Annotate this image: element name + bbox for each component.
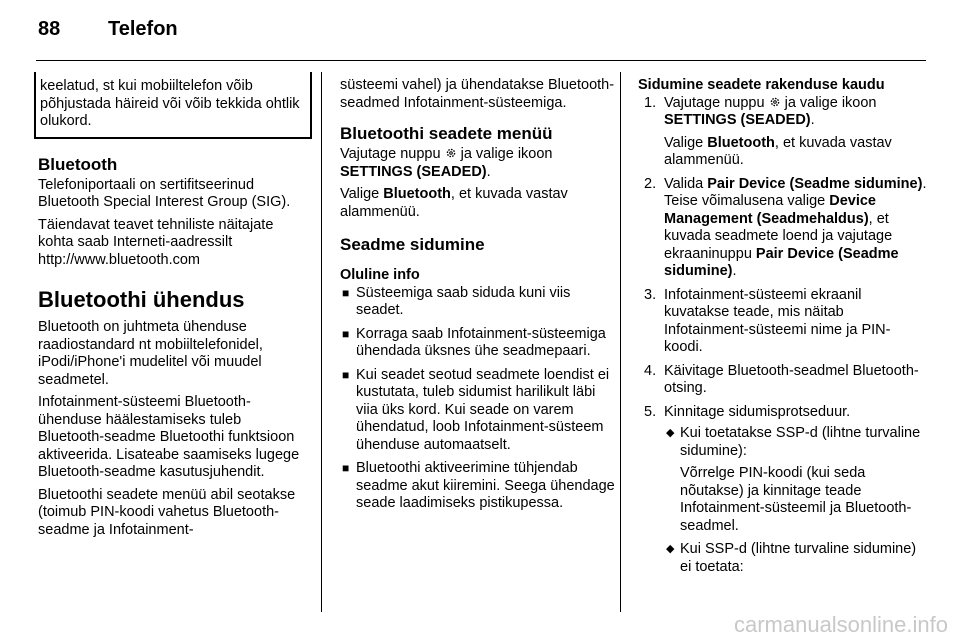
bluetooth-label: Bluetooth — [383, 186, 451, 202]
diamond-bullet-icon: ◆ — [666, 427, 675, 439]
list-item — [664, 425, 928, 535]
step-1-text — [664, 95, 928, 130]
connection-heading: Bluetoothi ühendus — [38, 287, 245, 312]
column-1 — [38, 72, 308, 544]
pairing-via-settings-heading: Sidumine seadete rakenduse kaudu — [638, 77, 885, 93]
step-1 — [638, 95, 928, 170]
list-item-text: Süsteemiga saab siduda kuni viis seadet. — [356, 284, 571, 318]
step-2-text — [664, 176, 928, 281]
column-divider-2 — [620, 72, 621, 612]
watermark: carmanualsonline.info — [733, 612, 948, 637]
info-bullet-list — [340, 285, 615, 513]
bluetooth-paragraph-2: Täiendavat teavet tehniliste näitajate kohta saab Interneti-aadressilt http://www.bluetooth.com — [38, 216, 274, 268]
text-run: Valige — [340, 186, 380, 202]
settings-menu-paragraph-2 — [340, 186, 615, 221]
settings-menu-heading: Bluetoothi seadete menüü — [340, 124, 553, 143]
step-3-text: Infotainment-süsteemi ekraanil kuvatakse teade, mis näitab Infotainment-süsteemi nime ja PIN-koodi. — [664, 286, 891, 355]
list-item-text: Korraga saab Infotainment-süsteemiga ühendada üksnes ühe seadmepaari. — [356, 325, 606, 359]
continued-text: süsteemi vahel) ja ühendatakse Bluetooth-seadmed Infotainment-süsteemiga. — [340, 77, 615, 111]
text-run: . — [810, 112, 815, 128]
bluetooth-paragraph-1: Telefoniportaali on sertifitseerinud Bluetooth Special Interest Group (SIG). — [38, 176, 291, 210]
step-number: 1. — [644, 94, 657, 111]
text-run: ja valige ikoon — [460, 146, 553, 162]
text-run: . — [732, 263, 737, 279]
text-run: ja valige ikoon — [784, 94, 877, 111]
list-item — [340, 326, 615, 361]
step-number: 5. — [644, 403, 657, 420]
column-divider-1 — [321, 72, 322, 612]
text-run: , et kuvada seadmete loend ja vajutage ekraaninuppu — [664, 210, 893, 262]
settings-menu-paragraph-1 — [340, 146, 615, 181]
step-number: 2. — [644, 175, 657, 192]
ssp-supported-instructions: Võrrelge PIN-koodi (kui seda nõutakse) ja kinnitage teade Infotainment-süsteemil ja Bluetooth-seadmel. — [680, 465, 912, 534]
step-5 — [638, 404, 928, 577]
text-run: , et kuvada vastav alammenüü. — [664, 134, 892, 168]
bluetooth-heading: Bluetooth — [38, 154, 118, 174]
header-rule — [36, 60, 926, 61]
text-run: , et kuvada vastav alammenüü. — [340, 186, 568, 220]
device-management-label: Device Management (Seadmehaldus) — [664, 193, 876, 227]
step-2 — [638, 176, 928, 281]
settings-label: SETTINGS (SEADED) — [664, 112, 811, 128]
ssp-supported-text: Kui toetatakse SSP-d (lihtne turvaline sidumine): — [680, 425, 921, 459]
step-4-text: Käivitage Bluetooth-seadmel Bluetooth-otsing. — [664, 362, 919, 396]
text-run: Valige — [664, 134, 704, 151]
connection-paragraph-3: Bluetoothi seadete menüü abil seotakse (toimub PIN-koodi vahetus Bluetooth-seadme ja Infotainment- — [38, 486, 296, 538]
pair-device-button-label: Pair Device (Seadme sidumine) — [664, 245, 899, 279]
connection-paragraph-1: Bluetooth on juhtmeta ühenduse raadiostandard nt mobiiltelefonidel, iPodi/iPhone'i mudelitel või muudel seadmetel. — [38, 319, 263, 388]
square-bullet-icon: ■ — [342, 367, 350, 382]
square-bullet-icon: ■ — [342, 326, 350, 341]
list-item — [340, 285, 615, 320]
column-3 — [638, 77, 928, 582]
list-item — [664, 541, 928, 576]
connection-paragraph-2: Infotainment-süsteemi Bluetooth-ühenduse häälestamiseks tuleb Bluetooth-seadme Bluetoothi funktsioon aktiveerida. Lisateabe saamiseks lugege Bluetooth-seadme kasutusjuhendit. — [38, 394, 300, 480]
list-item — [340, 367, 615, 455]
list-item-text: Bluetoothi aktiveerimine tühjendab seadme akut kiiremini. Seega ühendage seade laadimiseks pistikupessa. — [356, 460, 615, 511]
pair-device-label: Pair Device (Seadme sidumine) — [707, 175, 923, 192]
warning-box — [34, 72, 312, 139]
text-run: . — [486, 163, 491, 180]
bluetooth-label: Bluetooth — [707, 134, 775, 151]
settings-gear-icon — [445, 147, 457, 159]
text-run: Valida — [664, 175, 704, 192]
warning-text: keelatud, st kui mobiiltelefon võib põhjustada häireid või võib tekkida ohtlik olukord. — [40, 78, 300, 129]
settings-gear-icon — [769, 96, 781, 108]
step-number: 3. — [644, 286, 657, 303]
page-number: 88 — [38, 18, 61, 40]
page-title: Telefon — [108, 18, 178, 40]
list-item — [340, 460, 615, 513]
column-2 — [340, 77, 615, 519]
pairing-heading: Seadme sidumine — [340, 235, 485, 254]
square-bullet-icon: ■ — [342, 285, 350, 300]
ssp-unsupported-text: Kui SSP-d (lihtne turvaline sidumine) ei toetata: — [680, 541, 917, 575]
important-info-heading: Oluline info — [340, 267, 420, 283]
step-number: 4. — [644, 362, 657, 379]
square-bullet-icon: ■ — [342, 461, 350, 475]
text-run: Vajutage nuppu — [664, 94, 765, 111]
step-1-text-2 — [664, 135, 928, 170]
ssp-options-list — [664, 425, 928, 576]
pairing-steps — [638, 95, 928, 577]
settings-label: SETTINGS (SEADED) — [340, 163, 487, 180]
text-run: Vajutage nuppu — [340, 146, 441, 162]
diamond-bullet-icon: ◆ — [666, 543, 675, 555]
step-5-text: Kinnitage sidumisprotseduur. — [664, 403, 851, 420]
page-header — [38, 18, 178, 41]
text-run: . Teise võimalusena valige — [664, 175, 927, 209]
list-item-text: Kui seadet seotud seadmete loendist ei kustutata, tuleb sidumist harilikult läbi viia üks kord. Kui seade on varem ühendatud, loob Infotainment-süsteem ühenduse automaatselt. — [356, 366, 610, 453]
step-3 — [638, 287, 928, 357]
step-4 — [638, 363, 928, 398]
